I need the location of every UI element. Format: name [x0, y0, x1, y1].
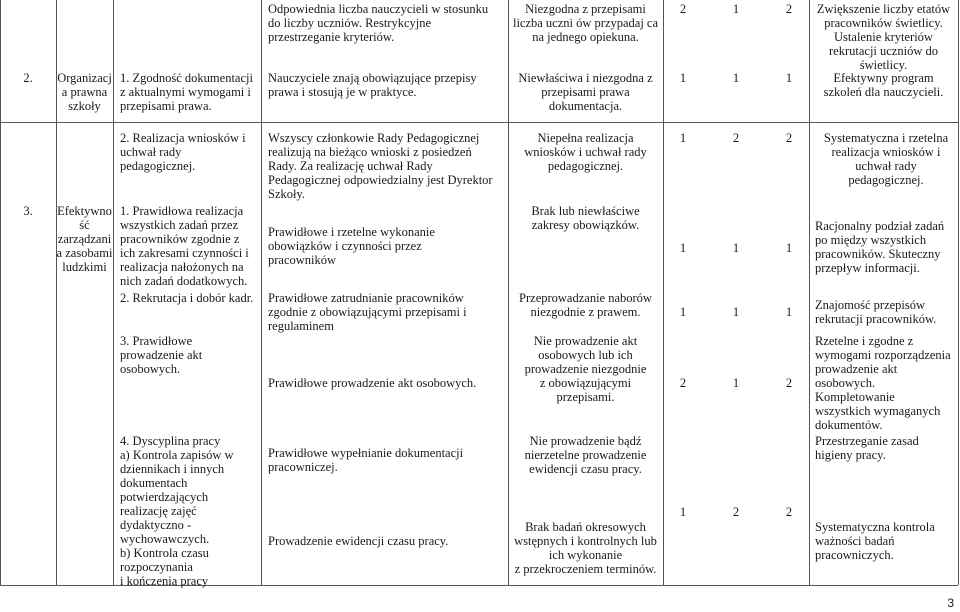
score-group [678, 241, 794, 255]
indicator-text: Prawidłowe zatrudnianie pracowników zgodnie z obowiązującymi przepisami i regulaminem [268, 291, 467, 333]
risk-text: Niewłaściwa i niezgodna z przepisami prawa dokumentacja. [518, 71, 653, 113]
score-group [678, 505, 794, 519]
area-label: Organizacj a prawna szkoły [57, 71, 112, 113]
column-divider [261, 0, 262, 585]
table-border-right [958, 0, 959, 585]
score-value: 1 [785, 305, 793, 319]
action-text: Rzetelne i zgodne z wymogami rozporządzenia prowadzenie akt osobowych. Kompletowanie wszystkich wymaganych dokumentów. [815, 334, 951, 432]
score-group [678, 376, 794, 390]
page-number: 3 [947, 596, 954, 610]
score-value: 1 [679, 241, 687, 255]
criterion-text: 4. Dyscyplina pracy a) Kontrola zapisów w dziennikach i innych dokumentach potwierdzających realizację zajęć dydaktyczno - wychowawczych. b) Kontrola czasu rozpoczynania i kończenia pracy [120, 434, 234, 588]
score-value: 2 [679, 2, 687, 16]
score-group [678, 71, 794, 85]
risk-text: Nie prowadzenie bądź nierzetelne prowadzenie ewidencji czasu pracy. [524, 434, 647, 476]
area-label: Efektywno ść zarządzani a zasobami ludzkimi [56, 204, 113, 274]
indicator-text: Prawidłowe prowadzenie akt osobowych. [268, 376, 477, 390]
action-text: Przestrzeganie zasad higieny pracy. [815, 434, 919, 462]
criterion-text: 2. Realizacja wniosków i uchwał rady pedagogicznej. [120, 131, 246, 173]
row-number: 2. [23, 71, 33, 85]
row-number: 3. [23, 204, 33, 218]
action-text: Systematyczna kontrola ważności badań pracowniczych. [815, 520, 935, 562]
risk-text: Brak badań okresowych wstępnych i kontrolnych lub ich wykonanie z przekroczeniem terminów. [514, 520, 657, 576]
score-value: 2 [785, 2, 793, 16]
table-border-left [0, 0, 1, 585]
score-value: 1 [679, 131, 687, 145]
action-text: Systematyczna i rzetelna realizacja wniosków i uchwał rady pedagogicznej. [823, 131, 949, 187]
indicator-text: Odpowiednia liczba nauczycieli w stosunku do liczby uczniów. Restrykcyjne przestrzeganie kryteriów. [268, 2, 489, 44]
indicator-text: Prawidłowe i rzetelne wykonanie obowiązków i czynności przez pracowników [268, 225, 435, 267]
criterion-text: 1. Prawidłowa realizacja wszystkich zadań przez pracowników zgodnie z ich zakresami czynności i realizacja nałożonych na nich zadań dodatkowych. [120, 204, 249, 288]
indicator-text: Prowadzenie ewidencji czasu pracy. [268, 534, 449, 548]
score-value: 1 [732, 376, 740, 390]
score-value: 2 [785, 376, 793, 390]
score-value: 2 [785, 505, 793, 519]
action-text: Racjonalny podział zadań po między wszystkich pracowników. Skuteczny przepływ informacji. [815, 219, 945, 275]
score-value: 1 [732, 305, 740, 319]
row-divider [0, 122, 958, 123]
indicator-text: Wszyscy członkowie Rady Pedagogicznej realizują na bieżąco wnioski z posiedzeń Rady. Za realizację uchwał Rady Pedagogicznej odpowiedzialny jest Dyrektor Szkoły. [268, 131, 493, 201]
score-value: 1 [732, 241, 740, 255]
indicator-text: Prawidłowe wypełnianie dokumentacji pracowniczej. [268, 446, 464, 474]
score-group [678, 2, 794, 16]
column-divider [663, 0, 664, 585]
action-text: Efektywny program szkoleń dla nauczycieli. [823, 71, 944, 99]
action-text: Zwiększenie liczby etatów pracowników świetlicy. Ustalenie kryteriów rekrutacji uczniów do świetlicy. [816, 2, 951, 72]
risk-text: Niezgodna z przepisami liczba uczni ów przypadaj ca na jednego opiekuna. [512, 2, 659, 44]
score-value: 1 [785, 71, 793, 85]
risk-text: Przeprowadzanie naborów niezgodnie z prawem. [519, 291, 652, 319]
score-value: 1 [732, 71, 740, 85]
score-value: 2 [732, 505, 740, 519]
column-divider [113, 0, 114, 585]
criterion-text: 3. Prawidłowe prowadzenie akt osobowych. [120, 334, 203, 376]
risk-text: Brak lub niewłaściwe zakresy obowiązków. [531, 204, 640, 232]
score-group [678, 305, 794, 319]
score-value: 1 [679, 505, 687, 519]
score-group [678, 131, 794, 145]
score-value: 1 [679, 71, 687, 85]
score-value: 1 [679, 305, 687, 319]
score-value: 1 [785, 241, 793, 255]
risk-text: Nie prowadzenie akt osobowych lub ich prowadzenie niezgodnie z obowiązującymi przepisami. [524, 334, 647, 404]
score-value: 2 [679, 376, 687, 390]
score-value: 2 [732, 131, 740, 145]
action-text: Znajomość przepisów rekrutacji pracowników. [815, 298, 937, 326]
indicator-text: Nauczyciele znają obowiązujące przepisy prawa i stosują je w praktyce. [268, 71, 477, 99]
criterion-text: 2. Rekrutacja i dobór kadr. [120, 291, 254, 305]
score-value: 1 [732, 2, 740, 16]
score-value: 2 [785, 131, 793, 145]
risk-text: Niepełna realizacja wniosków i uchwał rady pedagogicznej. [524, 131, 647, 173]
criterion-text: 1. Zgodność dokumentacji z aktualnymi wymogami i przepisami prawa. [120, 71, 253, 113]
